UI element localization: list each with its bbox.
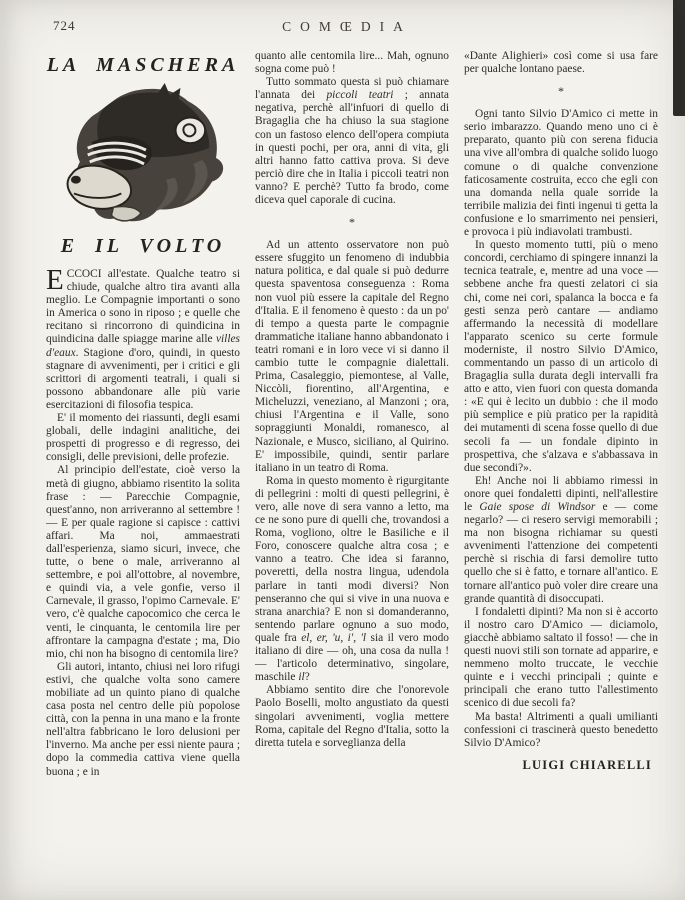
paragraph: Gli autori, intanto, chiusi nei loro rifugi estivi, che qualche volta sono camere mobiliate ad un quinto piano di qualche casa posta nel centro delle più popolose città, con la penna in una mano e la fronte nell'altra fabbricano le loro delusioni per l'inverno. Ma anche per essi niente paura ; dopo la commedia cattiva viene quella buona ; e in: [46, 660, 240, 778]
page-header: [0, 18, 685, 42]
opening-paragraph: [46, 264, 240, 412]
paragraph: Al principio dell'estate, cioè verso la metà di giugno, abbiamo risentito la solita frase : — Parecchie Compagnie, quest'anno, non arriveranno al settembre ! — E per quale ragione si capisce : cattivi affari. Ma noi, ammaestrati dall'esperienza, siamo sicuri, invece, che tutte, o bene o male, arriveranno al settembre, e poi all'ottobre, al novembre, e quindi via, a vele gonfie, verso il Carnevale, il grasso, l'opimo Carnevale. E' vero, c'è qualche capocomico che cerca le venti, le cinquanta, le centomila lire per affrontare la campagna d'estate ; ma, Dio mio, chi non ha bisogno di centomila lire?: [46, 464, 240, 660]
drop-cap: E: [46, 264, 64, 296]
paragraph: Abbiamo sentito dire che l'onorevole Paolo Boselli, molto angustiato da questi singolari avvenimenti, voglia mettere Roma, capitale del Regno d'Italia, sotto la diretta tutela e sorveglianza della: [255, 684, 449, 749]
article-title-line1: LA MASCHERA: [46, 54, 240, 76]
paragraph: Ad un attento osservatore non può essere sfuggito un fenomeno di indubbia natura politica, e dal quale si può dedurre questa spaventosa conseguenza : Roma non vuol più essere la capitale del Regno d'Italia. E il fenomeno è questo : da un po' di tempo a questa parte le compagnie drammatiche italiane hanno abbandonato i teatri romani e in loro vece vi si danno il cambio tutte le compagnie dialettali. Prima, Casaleggio, piemontese, al Valle, Niccòli, fiorentino, all'Argentina, e Micheluzzi, veneziano, al Manzoni ; ora, chiusi l'Argentina e il Valle, sono sopraggiunti Monaldi, romanesco, al Nazionale, e Musco, siciliano, al Quirino. E' impossibile, quindi, sentir parlare italiano in un teatro di Roma.: [255, 239, 449, 474]
author-signature: LUIGI CHIARELLI: [522, 757, 652, 772]
page-number: 724: [53, 18, 76, 33]
masthead: COMŒDIA: [282, 19, 412, 34]
continuation-paragraph: quanto alle centomila lire... Mah, ognuno sogna come può !: [255, 50, 449, 76]
paragraph: Eh! Anche noi li abbiamo rimessi in onore quei fondaletti dipinti, nell'allestire le Gaie spose di Windsor e — come negarlo? — ci resero servigi memorabili ; ma non bisogna richiamar su questi avvenimenti l'attenzione dei competenti perchè si rischia di farsi demolire tutto quello che si è fatto, e tornare all'antico. E tornare all'antico può voler dire creare una grande quantità di disoccupati.: [464, 474, 658, 605]
paragraph: I fondaletti dipinti? Ma non si è accorto il nostro caro D'Amico — diciamolo, giacchè abbiamo saltato il fosso! — che in questi nuovi stili son tornate ad apparire, e nemmeno molto truccate, le vecchie quinte e i vecchi principali ; quinte e principali che erano tutto l'allestimento scenico di due secoli fa?: [464, 605, 658, 710]
continuation-paragraph: «Dante Alighieri» così come si usa fare per qualche lontano paese.: [464, 50, 658, 76]
paragraph: Roma in questo momento è rigurgitante di pellegrini : molti di questi pellegrini, è vero, alle nove di sera vanno a letto, ma ce ne sono pure di quelli che, trovandosi a Roma, vogliono, oltre le Basiliche e il Foro, conoscere qualche altra cosa ; e vanno a teatro. Che idea si faranno, poveretti, della nostra lingua, udendola parlare in tanti modi diversi? Non penseranno che qui si vive in una nuova e strana anarchia? E non si domanderanno, sentendo parlare ognuno a suo modo, quale fra el, er, 'u, i', 'l sia il vero modo italiano di dire — oh, una cosa da nulla ! — l'articolo determinativo, singolare, maschile il?: [255, 474, 449, 684]
paragraph: In questo momento tutti, più o meno concordi, cerchiamo di spingere innanzi la tecnica teatrale, e, mentre ad una voce — sebbene anche fra questi zelatori ci sia chi, come nei cori, spalanca la bocca e fa gesti senza però cantare — andiamo affermando la necessità di modellare l'apparato scenico su certe formule moderniste, il nostro Silvio D'Amico, commentando un passo di un articolo di Bragaglia sulla durata degli intervalli fra atto e atto, vien fuori con questa domanda : «E qui è lecito un dubbio : che il modo più semplice e più pratico per la rapidità dei mutamenti di scena fosse quello di due secoli fa — un fondale dipinto in prospettiva, che s'alzava e s'abbassava in due secondi?».: [464, 239, 658, 474]
paragraph: E' il momento dei riassunti, degli esami globali, delle indagini analitiche, dei prospetti di progresso e di regresso, dei consigli, delle previsioni, delle profezie.: [46, 412, 240, 464]
column-middle: [255, 44, 449, 880]
column-left: [46, 44, 240, 880]
mask-graphic: [54, 83, 232, 231]
grotesque-mask-illustration: [54, 83, 232, 231]
paragraph: Ogni tanto Silvio D'Amico ci mette in serio imbarazzo. Quando meno uno ci è preparato, quanto più con serena fiducia una vive all'ombra di qualche solido luogo comune o di qualche convenzione faticosamente costruita, ecco che egli con una domanda nella quale sorride la terribile malizia dei finti ingenui ti getta la confusione e lo smarrimento nei pensieri, e provoca i più indiavolati trambusti.: [464, 108, 658, 239]
paragraph: Tutto sommato questa si può chiamare l'annata dei piccoli teatri ; annata negativa, perchè all'infuori di quello di Bragaglia che ha chiuso la sua stagione con un fastoso elenco dell'opera compiuta in questi pochi, per ora, anni di vita, gli altri hanno fatto cattiva prova. Si deve perciò dire che in Italia i piccoli teatri non vanno? E perchè? Tutto fa brodo, come diceva quel caporale di cucina.: [255, 76, 449, 207]
column-right: [464, 44, 658, 880]
section-separator-asterisk: *: [349, 215, 355, 230]
article-columns: [46, 44, 658, 880]
paragraph-text: CCOCI all'estate. Qualche teatro si chiude, qualche altro tira avanti alla meglio. Le Compagnie importanti o sono in America o sono in riposo ; e quelle che recitano si rincorrono di quindicina in quindicina dalle spiagge marine alle villes d'eaux. Stagione d'oro, quindi, in questo stagnare di avvenimenti, per i critici e gli scrittori di argomenti teatrali, i quali si possono abbandonare alle più varie esercitazioni di filosofia tespica.: [46, 268, 240, 411]
section-separator-asterisk: *: [558, 84, 564, 99]
article-title-line2: E IL VOLTO: [60, 235, 226, 257]
paragraph: Ma basta! Altrimenti a quali umilianti confessioni ci trascinerà questo benedetto Silvio D'Amico?: [464, 710, 658, 749]
